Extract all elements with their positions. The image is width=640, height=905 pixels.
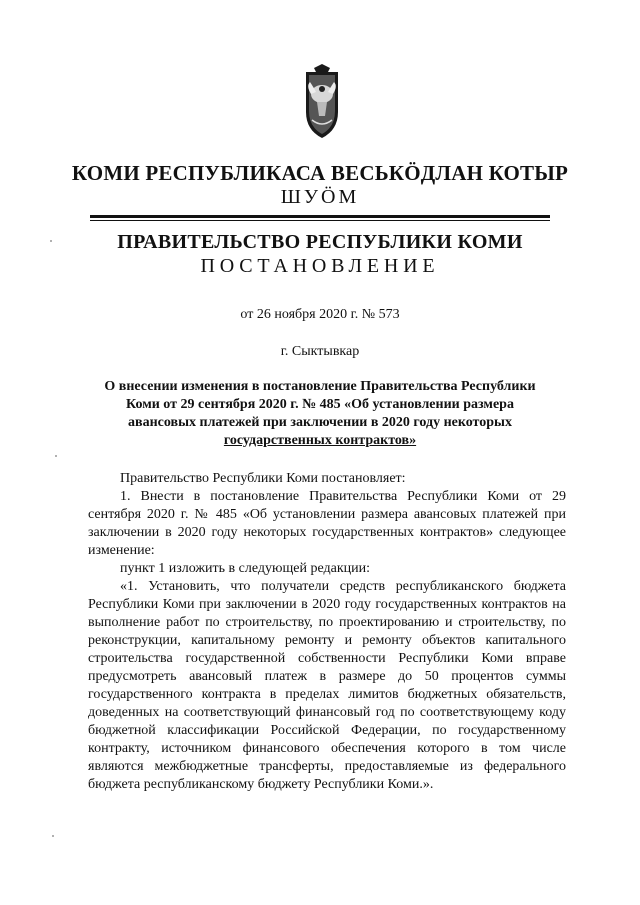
- body-paragraph: Правительство Республики Коми постановляет:: [120, 471, 406, 486]
- decree-city: г. Сыктывкар: [280, 344, 360, 359]
- scan-speck: [55, 455, 57, 457]
- subject-line: авансовых платежей при заключении в 2020 году некоторых: [128, 415, 512, 430]
- body-paragraph: пункт 1 изложить в следующей редакции:: [120, 561, 370, 576]
- header-divider-thick: [90, 215, 550, 218]
- decree-body: [88, 470, 566, 794]
- komi-decree-label: ШУӦМ: [280, 186, 360, 208]
- subject-line: государственных контрактов»: [223, 433, 417, 448]
- komi-government-title: КОМИ РЕСПУБЛИКАСА ВЕСЬКӦДЛАН КОТЫР: [71, 161, 569, 185]
- header-divider-thin: [90, 220, 550, 221]
- decree-subject: [100, 378, 540, 450]
- decree-label: ПОСТАНОВЛЕНИЕ: [200, 255, 440, 277]
- komi-coat-of-arms-icon: [300, 64, 344, 140]
- decree-date-number: от 26 ноября 2020 г. № 573: [240, 307, 400, 322]
- subject-line: Коми от 29 сентября 2020 г. № 485 «Об установлении размера: [126, 397, 514, 412]
- government-title: ПРАВИТЕЛЬСТВО РЕСПУБЛИКИ КОМИ: [117, 231, 523, 253]
- body-paragraph: 1. Внести в постановление Правительства Республики Коми от 29 сентября 2020 г. № 485 «Об установлении размера авансовых платежей при заключении в 2020 году некоторых государственных контрактов» следующее изменение:: [88, 489, 566, 558]
- scan-speck: [50, 240, 52, 242]
- scan-speck: [52, 835, 54, 837]
- body-paragraph: «1. Установить, что получатели средств республиканского бюджета Республики Коми при заключении в 2020 году государственных контрактов на выполнение работ по строительству, по проектированию и строительству, по реконструкции, капитальному ремонту и ремонту объектов капитального строительства государственной собственности Республики Коми вправе предусмотреть авансовый платеж в размере до 50 процентов суммы государственного контракта в пределах лимитов бюджетных обязательств, доведенных на соответствующий финансовый год по соответствующему коду бюджетной классификации Российской Федерации, по государственному контракту, источником финансового обеспечения которого в том числе являются межбюджетные трансферты, предоставляемые из федерального бюджета республиканскому бюджету Республики Коми.».: [88, 579, 566, 792]
- subject-line: О внесении изменения в постановление Правительства Республики: [104, 379, 536, 394]
